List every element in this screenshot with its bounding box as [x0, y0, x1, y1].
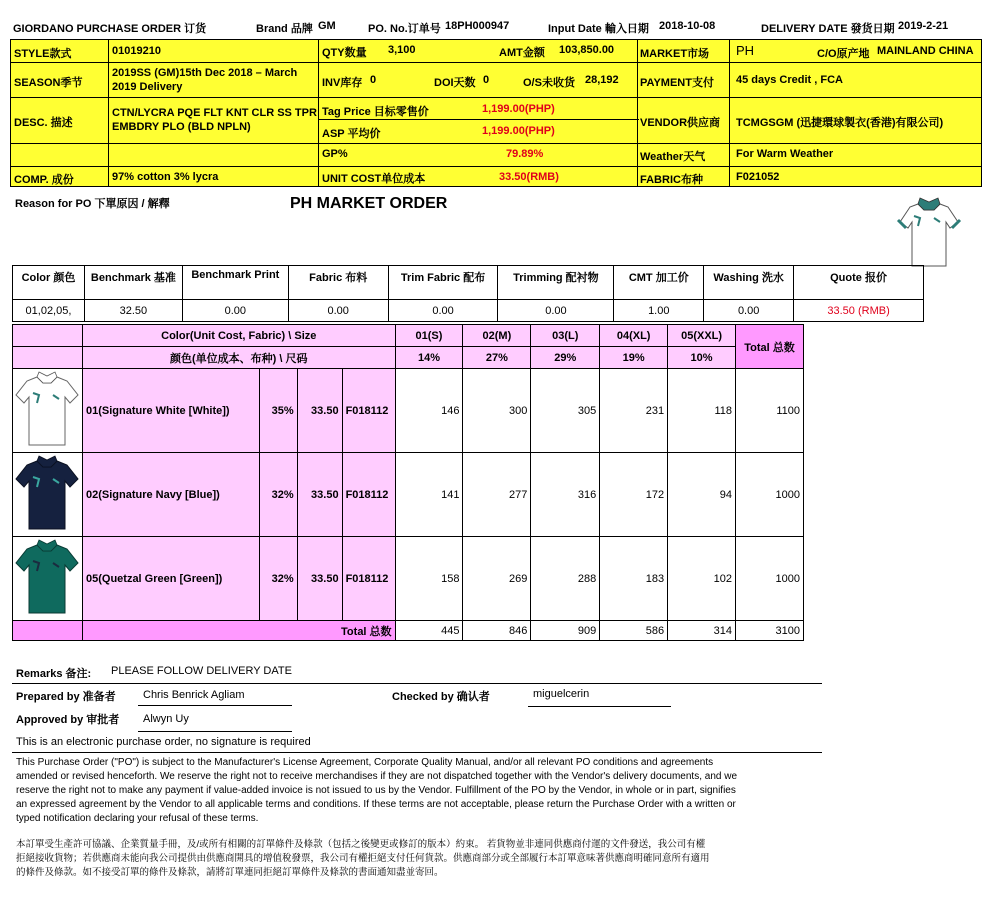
- qty-cell: 118: [668, 369, 736, 453]
- weather-value: For Warm Weather: [736, 148, 834, 160]
- delivery-date-value: 2019-2-21: [898, 20, 949, 32]
- origin-value: MAINLAND CHINA: [877, 45, 974, 57]
- market-order-title: PH MARKET ORDER: [290, 195, 448, 212]
- cost-header: CMT 加工价: [614, 266, 704, 300]
- size-pct: 27%: [463, 347, 531, 369]
- cost-header: Trimming 配衬物: [498, 266, 614, 300]
- qty-cell: 102: [668, 537, 736, 621]
- color-pct: 32%: [259, 537, 297, 621]
- row-total: 1100: [736, 369, 804, 453]
- color-name: 01(Signature White [White]): [82, 369, 259, 453]
- season-label: SEASON季节: [14, 77, 83, 89]
- prepared-by-value: Chris Benrick Agliam: [143, 689, 245, 701]
- unit-cost: 33.50: [297, 369, 342, 453]
- qty-cell: 277: [463, 453, 531, 537]
- qty-label: QTY数量: [322, 47, 367, 59]
- qty-value: 3,100: [388, 44, 416, 56]
- size-total: 314: [668, 621, 736, 641]
- qty-cell: 305: [531, 369, 600, 453]
- po-number-label: PO. No.订单号: [368, 23, 441, 35]
- checked-by-value: miguelcerin: [533, 688, 590, 700]
- cost-value: 01,02,05,: [13, 300, 85, 322]
- size-total: 909: [531, 621, 600, 641]
- unit-cost-label: UNIT COST单位成本: [322, 173, 426, 185]
- size-total: 445: [395, 621, 463, 641]
- size-header: 04(XL): [600, 325, 668, 347]
- fabric-code: F018112: [342, 453, 395, 537]
- po-number-value: 18PH000947: [445, 20, 510, 32]
- input-date-label: Input Date 輸入日期: [548, 23, 649, 35]
- product-image-cell: [13, 453, 83, 537]
- color-name: 05(Quetzal Green [Green]): [82, 537, 259, 621]
- tag-price-value: 1,199.00(PHP): [482, 103, 555, 115]
- size-pct: 19%: [600, 347, 668, 369]
- terms-line: This Purchase Order ("PO") is subject to the Manufacturer's License Agreement, Corporate Quality Manual, and/or all relevant PO conditions and agreements: [16, 757, 714, 768]
- delivery-date-label: DELIVERY DATE 發货日期: [761, 23, 895, 35]
- color-pct: 32%: [259, 453, 297, 537]
- input-date-value: 2018-10-08: [659, 20, 716, 32]
- size-pct: 29%: [531, 347, 600, 369]
- approved-by-label: Approved by 审批者: [16, 714, 120, 726]
- os-label: O/S未收货: [523, 77, 575, 89]
- qty-cell: 172: [600, 453, 668, 537]
- terms-english: [16, 756, 826, 826]
- table-row: [13, 537, 804, 621]
- cost-header: Fabric 布料: [288, 266, 388, 300]
- po-info-grid: [10, 39, 982, 187]
- size-header: 05(XXL): [668, 325, 736, 347]
- size-header-en: Color(Unit Cost, Fabric) \ Size: [82, 325, 395, 347]
- remarks-label: Remarks 备注:: [16, 668, 92, 680]
- cost-header: Color 颜色: [13, 266, 85, 300]
- desc-label: DESC. 描述: [14, 117, 73, 129]
- row-total: 1000: [736, 537, 804, 621]
- market-value: PH: [736, 43, 755, 58]
- payment-label: PAYMENT支付: [640, 77, 714, 89]
- table-row: [13, 369, 804, 453]
- os-value: 28,192: [585, 74, 619, 86]
- terms-line: amended or revised henceforth. We reserve the right not to receive merchandises if they are not dispatched together with the Vendor's delivery documents, and we: [16, 771, 738, 782]
- terms-line: an expressed agreement by the Vendor to all applicable terms and conditions. If these terms are not acceptable, please return the Purchase Order with a written or: [16, 799, 736, 810]
- total-header: Total 总数: [736, 325, 804, 369]
- qty-cell: 316: [531, 453, 600, 537]
- terms-line: 拒絕接收貨物；若供應商未能向我公司提供由供應商開具的增值稅發票，我公司有權拒絕支付任何貨款。供應商部分或全部履行本訂單意味著供應商明確同意所有適用: [16, 853, 710, 864]
- season-value-line1: 2019SS (GM)15th Dec 2018 – March: [112, 67, 298, 79]
- amt-value: 103,850.00: [559, 44, 615, 56]
- grand-total: 3100: [736, 621, 804, 641]
- desc-value-line1: CTN/LYCRA PQE FLT KNT CLR SS TPR: [112, 107, 317, 119]
- polo-shirt-icon: [13, 537, 81, 617]
- checked-by-label: Checked by 确认者: [392, 691, 490, 703]
- cost-value: 0.00: [704, 300, 794, 322]
- payment-value: 45 days Credit , FCA: [736, 74, 843, 86]
- cost-header: Benchmark 基准: [84, 266, 182, 300]
- cost-value: 1.00: [614, 300, 704, 322]
- size-pct: 14%: [395, 347, 463, 369]
- qty-cell: 158: [395, 537, 463, 621]
- vendor-value: TCMGSGM (迅捷環球製衣(香港)有限公司): [736, 117, 944, 129]
- qty-cell: 146: [395, 369, 463, 453]
- totals-spacer: [13, 621, 83, 641]
- terms-line: typed notification declaring your refusal of these terms.: [16, 813, 259, 824]
- image-header-cell: [13, 325, 83, 347]
- cost-header: Quote 报价: [794, 266, 924, 300]
- fabric-label: FABRIC布种: [640, 174, 703, 186]
- inv-label: INV库存: [322, 77, 363, 89]
- fabric-code: F018112: [342, 369, 395, 453]
- tag-price-label: Tag Price 目标零售价: [322, 106, 429, 118]
- product-image-cell: [13, 537, 83, 621]
- row-total: 1000: [736, 453, 804, 537]
- image-header-cell: [13, 347, 83, 369]
- market-label: MARKET市场: [640, 48, 710, 60]
- vendor-label: VENDOR供应商: [640, 117, 721, 129]
- size-breakdown-table: [12, 324, 804, 641]
- polo-shirt-icon: [13, 369, 81, 449]
- doi-label: DOI天数: [434, 77, 476, 89]
- gp-label: GP%: [322, 148, 348, 160]
- asp-label: ASP 平均价: [322, 128, 381, 140]
- electronic-po-note: This is an electronic purchase order, no signature is required: [16, 736, 311, 748]
- qty-cell: 141: [395, 453, 463, 537]
- terms-chinese: [16, 838, 836, 880]
- quote-value: 33.50 (RMB): [794, 300, 924, 322]
- comp-label: COMP. 成份: [14, 174, 74, 186]
- qty-cell: 269: [463, 537, 531, 621]
- size-total: 846: [463, 621, 531, 641]
- desc-value-line2: EMBDRY PLO (BLD NPLN): [112, 121, 251, 133]
- qty-cell: 183: [600, 537, 668, 621]
- polo-shirt-icon: [896, 192, 962, 272]
- qty-cell: 94: [668, 453, 736, 537]
- cost-value: 0.00: [182, 300, 288, 322]
- totals-row: [13, 621, 804, 641]
- polo-shirt-icon: [13, 453, 81, 533]
- fabric-code: F018112: [342, 537, 395, 621]
- fabric-value: F021052: [736, 171, 780, 183]
- prepared-by-label: Prepared by 准备者: [16, 691, 116, 703]
- size-pct: 10%: [668, 347, 736, 369]
- remarks-value: PLEASE FOLLOW DELIVERY DATE: [111, 665, 292, 677]
- gp-value: 79.89%: [506, 148, 544, 160]
- cost-header: Benchmark Print: [182, 266, 288, 300]
- cost-value: 0.00: [498, 300, 614, 322]
- cost-table: [12, 265, 924, 322]
- cost-value: 32.50: [84, 300, 182, 322]
- cost-value: 0.00: [388, 300, 498, 322]
- qty-cell: 288: [531, 537, 600, 621]
- size-header: 01(S): [395, 325, 463, 347]
- qty-cell: 300: [463, 369, 531, 453]
- unit-cost: 33.50: [297, 537, 342, 621]
- cost-value: 0.00: [288, 300, 388, 322]
- size-header-cn: 颜色(单位成本、布种) \ 尺码: [82, 347, 395, 369]
- comp-value: 97% cotton 3% lycra: [112, 171, 219, 183]
- unit-cost-value: 33.50(RMB): [499, 171, 559, 183]
- season-value-line2: 2019 Delivery: [112, 81, 183, 93]
- doi-value: 0: [483, 74, 490, 86]
- size-total: 586: [600, 621, 668, 641]
- cost-header: Washing 洗水: [704, 266, 794, 300]
- color-pct: 35%: [259, 369, 297, 453]
- totals-label: Total 总数: [82, 621, 395, 641]
- terms-line: 的條件及條款。如不接受訂單的條件及條款，請將訂單連同拒絕訂單條件及條款的書面通知盡並寄回。: [16, 867, 444, 878]
- asp-value: 1,199.00(PHP): [482, 125, 555, 137]
- origin-label: C/O原产地: [817, 48, 870, 60]
- po-title: GIORDANO PURCHASE ORDER 订货: [13, 23, 207, 35]
- approved-by-value: Alwyn Uy: [143, 713, 189, 725]
- unit-cost: 33.50: [297, 453, 342, 537]
- qty-cell: 231: [600, 369, 668, 453]
- inv-value: 0: [370, 74, 377, 86]
- style-label: STYLE款式: [14, 48, 72, 60]
- amt-label: AMT金额: [499, 47, 545, 59]
- style-value: 01019210: [112, 45, 161, 57]
- reason-label: Reason for PO 下單原因 / 解釋: [15, 198, 170, 210]
- cost-header: Trim Fabric 配布: [388, 266, 498, 300]
- size-header: 03(L): [531, 325, 600, 347]
- brand-value: GM: [318, 20, 336, 32]
- color-name: 02(Signature Navy [Blue]): [82, 453, 259, 537]
- product-image-cell: [13, 369, 83, 453]
- table-row: [13, 453, 804, 537]
- size-header: 02(M): [463, 325, 531, 347]
- terms-line: 本訂單受生產許可協議、企業質量手冊，及/或所有相關的訂單條件及條款（包括之後變更或修訂的版本）約束。 若貨物並非連同供應商付運的文件發送，我公司有權: [16, 839, 706, 850]
- weather-label: Weather天气: [640, 151, 706, 163]
- brand-label: Brand 品牌: [256, 23, 313, 35]
- terms-line: reserve the right not to make any payment if value-added invoice is not issued to us by the Vendor. Fulfillment of the PO by the Vendor, in whole or in part, signifies: [16, 785, 736, 796]
